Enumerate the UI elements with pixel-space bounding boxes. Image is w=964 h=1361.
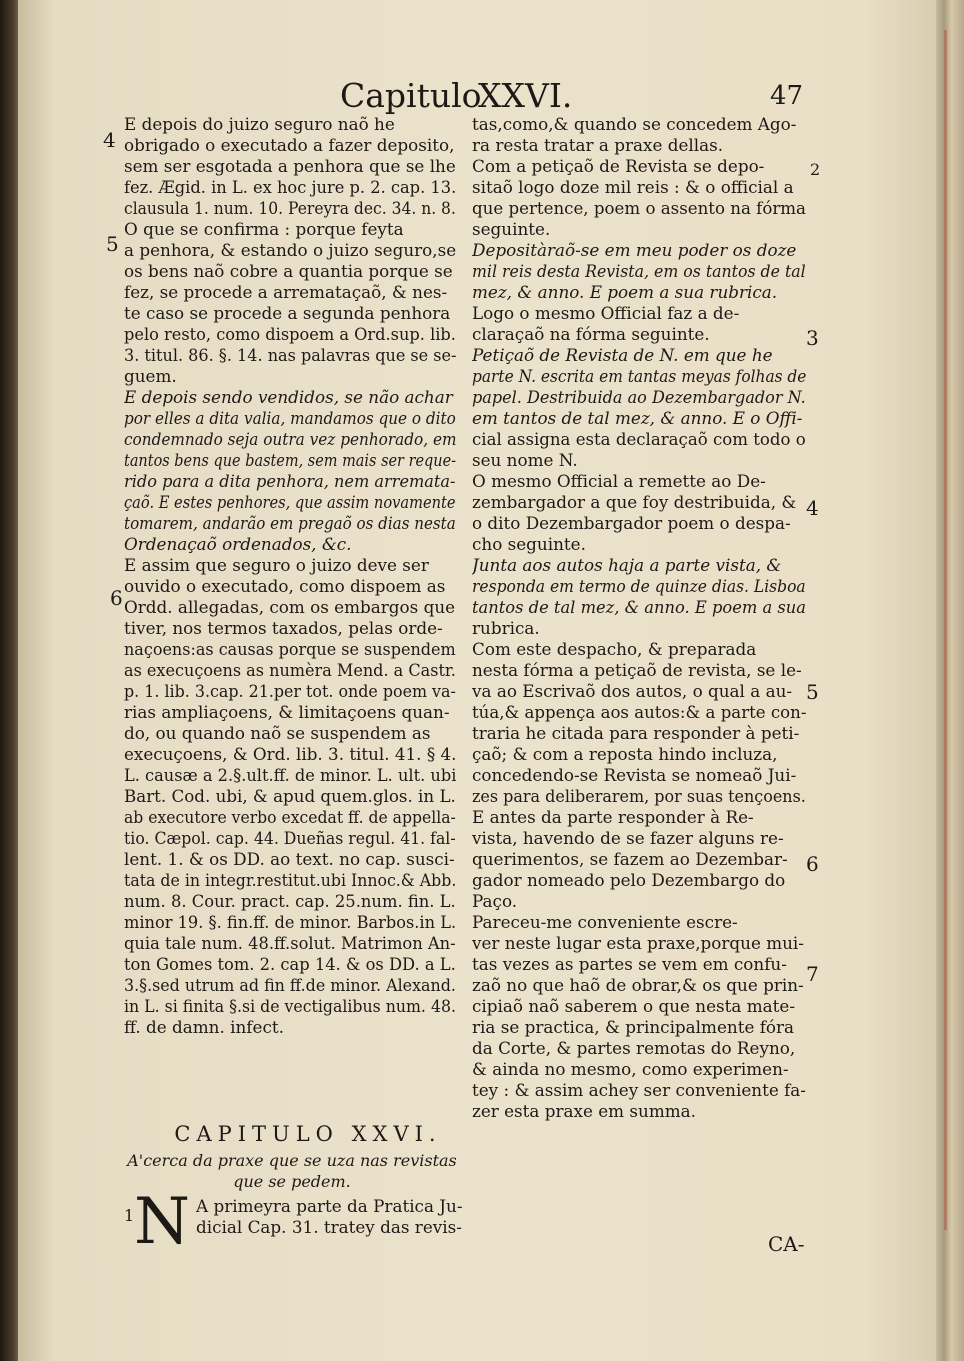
- text-line: Petiçaõ de Revista de N. em que he: [472, 345, 773, 365]
- text-line: tio. Cæpol. cap. 44. Dueñas regul. 41. fal-: [124, 828, 456, 848]
- text-line: claraçaõ na fórma seguinte.: [472, 324, 710, 344]
- text-line: da Corte, & partes remotas do Reyno,: [472, 1038, 796, 1058]
- text-line: Paço.: [472, 891, 518, 911]
- text-line: 3. titul. 86. §. 14. nas palavras que se se-: [124, 345, 457, 365]
- text-line: clausula 1. num. 10. Pereyra dec. 34. n. 8.: [124, 198, 456, 218]
- page-number: 47: [770, 81, 804, 111]
- text-line: tomarem, andarão em pregaõ os dias nesta: [124, 513, 456, 533]
- text-line: sem ser esgotada a penhora que se lhe: [124, 156, 456, 176]
- text-line: gador nomeado pelo Dezembargo do: [472, 870, 786, 890]
- text-line: tas vezes as partes se vem em confu-: [472, 954, 787, 974]
- text-line: tantos bens que bastem, sem mais ser reque-: [124, 450, 457, 470]
- text-line: cial assigna esta declaraçaõ com todo o: [472, 429, 806, 449]
- chapter-opening-line-1: A primeyra parte da Pratica Ju-: [196, 1196, 463, 1216]
- text-line: p. 1. lib. 3.cap. 21.per tot. onde poem va-: [124, 681, 456, 701]
- margin-number-1: 1: [124, 1206, 135, 1225]
- text-line: fez. Ægid. in L. ex hoc jure p. 2. cap. 13.: [124, 177, 457, 197]
- text-line: parte N. escrita em tantas meyas folhas de: [472, 366, 807, 386]
- chapter-heading: CAPITULO XXVI.: [174, 1122, 442, 1146]
- text-line: quia tale num. 48.ff.solut. Matrimon An-: [124, 933, 456, 953]
- text-line: a penhora, & estando o juizo seguro,se: [124, 240, 456, 260]
- text-line: ton Gomes tom. 2. cap 14. & os DD. a L.: [124, 954, 456, 974]
- text-line: zembargador a que foy destribuida, &: [472, 492, 797, 512]
- text-line: rubrica.: [472, 618, 540, 638]
- text-line: ver neste lugar esta praxe,porque mui-: [472, 933, 804, 953]
- text-line: tiver, nos termos taxados, pelas orde-: [124, 618, 443, 638]
- running-head-chapter-word: Capitulo: [340, 76, 482, 115]
- text-line: çaõ. E estes penhores, que assim novamente: [124, 492, 456, 512]
- text-line: ouvido o executado, como dispoem as: [124, 576, 446, 596]
- text-line: condemnado seja outra vez penhorado, em: [124, 429, 457, 449]
- text-line: zes para deliberarem, por suas tençoens.: [472, 786, 806, 806]
- text-line: in L. si finita §.si de vectigalibus num. 48.: [124, 996, 456, 1016]
- text-line: concedendo-se Revista se nomeaõ Jui-: [472, 765, 797, 785]
- text-line: os bens naõ cobre a quantia porque se: [124, 261, 453, 281]
- running-head-chapter-number: XXVI.: [478, 76, 573, 115]
- text-line: te caso se procede a segunda penhora: [124, 303, 451, 323]
- text-line: Junta aos autos haja a parte vista, &: [472, 555, 782, 575]
- text-line: E depois do juizo seguro naõ he: [124, 114, 395, 134]
- text-line: tantos de tal mez, & anno. E poem a sua: [472, 597, 806, 617]
- text-line: cho seguinte.: [472, 534, 586, 554]
- text-line: minor 19. §. fin.ff. de minor. Barbos.in L.: [124, 912, 457, 932]
- text-line: tey : & assim achey ser conveniente fa-: [472, 1080, 806, 1100]
- text-line: nesta fórma a petiçaõ de revista, se le-: [472, 660, 802, 680]
- text-line: obrigado o executado a fazer deposito,: [124, 135, 455, 155]
- text-line: çaõ; & com a reposta hindo incluza,: [472, 744, 778, 764]
- chapter-subheading-line-2: que se pedem.: [233, 1172, 351, 1191]
- text-line: pelo resto, como dispoem a Ord.sup. lib.: [124, 324, 456, 344]
- text-line: o dito Dezembargador poem o despa-: [472, 513, 791, 533]
- text-line: Logo o mesmo Official faz a de-: [472, 303, 740, 323]
- text-line: por elles a dita valia, mandamos que o dito: [124, 408, 456, 428]
- text-line: Bart. Cod. ubi, & apud quem.glos. in L.: [124, 786, 456, 806]
- text-line: responda em termo de quinze dias. Lisboa: [472, 576, 806, 596]
- text-line: rias ampliaçoens, & limitaçoens quan-: [124, 702, 450, 722]
- text-line: zaõ no que haõ de obrar,& os que prin-: [472, 975, 804, 995]
- text-line: 3.§.sed utrum ad fin ff.de minor. Alexand.: [124, 975, 456, 995]
- text-line: L. causæ a 2.§.ult.ff. de minor. L. ult. ubi: [124, 765, 457, 785]
- left-column: [124, 114, 456, 1038]
- text-line: Ordd. allegadas, com os embargos que: [124, 597, 456, 617]
- chapter-opening-line-2: dicial Cap. 31. tratey das revis-: [196, 1217, 462, 1237]
- text-line: lent. 1. & os DD. ao text. no cap. susci-: [124, 849, 455, 869]
- left-column-text: [124, 114, 456, 1038]
- text-line: do, ou quando naõ se suspendem as: [124, 723, 431, 743]
- text-line: num. 8. Cour. pract. cap. 25.num. fin. L.: [124, 891, 456, 911]
- text-line: vista, havendo de se fazer alguns re-: [472, 828, 784, 848]
- margin-number-r7: 7: [806, 962, 819, 986]
- text-line: E assim que seguro o juizo deve ser: [124, 555, 429, 575]
- text-line: Com este despacho, & preparada: [472, 639, 757, 659]
- text-line: ab executore verbo excedat ff. de appella-: [124, 807, 456, 827]
- chapter-subheading-line-1: A'cerca da praxe que se uza nas revistas: [127, 1151, 457, 1170]
- text-line: ria se practica, & principalmente fóra: [472, 1017, 795, 1037]
- margin-number-r6: 6: [806, 852, 819, 876]
- text-line: Pareceu-me conveniente escre-: [472, 912, 738, 932]
- margin-number-r2: 2: [810, 160, 821, 179]
- text-line: ra resta tratar a praxe dellas.: [472, 135, 724, 155]
- text-line: Com a petiçaõ de Revista se depo-: [472, 156, 765, 176]
- text-line: guem.: [124, 366, 177, 386]
- text-line: zer esta praxe em summa.: [472, 1101, 697, 1121]
- text-line: naçoens:as causas porque se suspendem: [124, 639, 456, 659]
- text-line: cipiaõ naõ saberem o que nesta mate-: [472, 996, 796, 1016]
- text-line: Ordenaçaõ ordenados, &c.: [124, 534, 352, 554]
- text-line: sitaõ logo doze mil reis : & o official a: [472, 177, 794, 197]
- drop-capital: N: [134, 1185, 190, 1259]
- text-line: mil reis desta Revista, em os tantos de tal: [472, 261, 806, 281]
- text-line: túa,& appença aos autos:& a parte con-: [472, 702, 807, 722]
- text-line: as execuçoens as numèra Mend. a Castr.: [124, 660, 456, 680]
- text-line: O mesmo Official a remette ao De-: [472, 471, 766, 491]
- text-line: traria he citada para responder à peti-: [472, 723, 800, 743]
- text-line: em tantos de tal mez, & anno. E o Offi-: [472, 408, 803, 428]
- text-line: O que se confirma : porque feyta: [124, 219, 404, 239]
- margin-number-r4: 4: [806, 496, 819, 520]
- text-line: tata de in integr.restitut.ubi Innoc.& Abb.: [124, 870, 457, 890]
- margin-number-6: 6: [110, 586, 123, 610]
- text-line: mez, & anno. E poem a sua rubrica.: [472, 282, 778, 302]
- text-line: va ao Escrivaõ dos autos, o qual a au-: [472, 681, 793, 701]
- chapter-opening: [196, 1196, 463, 1238]
- catchword: CA-: [768, 1232, 805, 1256]
- margin-number-5: 5: [106, 232, 119, 256]
- right-column-text: [472, 114, 806, 1122]
- margin-number-r5: 5: [806, 680, 819, 704]
- text-line: execuçoens, & Ord. lib. 3. titul. 41. § 4.: [124, 744, 457, 764]
- text-line: E depois sendo vendidos, se não achar: [124, 387, 453, 407]
- text-line: Depositàraõ-se em meu poder os doze: [472, 240, 797, 260]
- text-line: seguinte.: [472, 219, 551, 239]
- text-line: tas,como,& quando se concedem Ago-: [472, 114, 797, 134]
- text-line: E antes da parte responder à Re-: [472, 807, 754, 827]
- text-line: papel. Destribuida ao Dezembargador N.: [472, 387, 806, 407]
- margin-number-r3: 3: [806, 326, 819, 350]
- page-edge-stack: [936, 0, 964, 1361]
- text-line: rido para a dita penhora, nem arremata-: [124, 471, 456, 491]
- text-line: ff. de damn. infect.: [124, 1017, 284, 1037]
- text-line: querimentos, se fazem ao Dezembar-: [472, 849, 788, 869]
- text-line: fez, se procede a arremataçaõ, & nes-: [124, 282, 448, 302]
- text-line: & ainda no mesmo, como experimen-: [472, 1059, 789, 1079]
- text-line: que pertence, poem o assento na fórma: [472, 198, 806, 218]
- margin-number-4: 4: [103, 128, 116, 152]
- text-line: seu nome N.: [472, 450, 578, 470]
- right-column: [472, 114, 806, 1122]
